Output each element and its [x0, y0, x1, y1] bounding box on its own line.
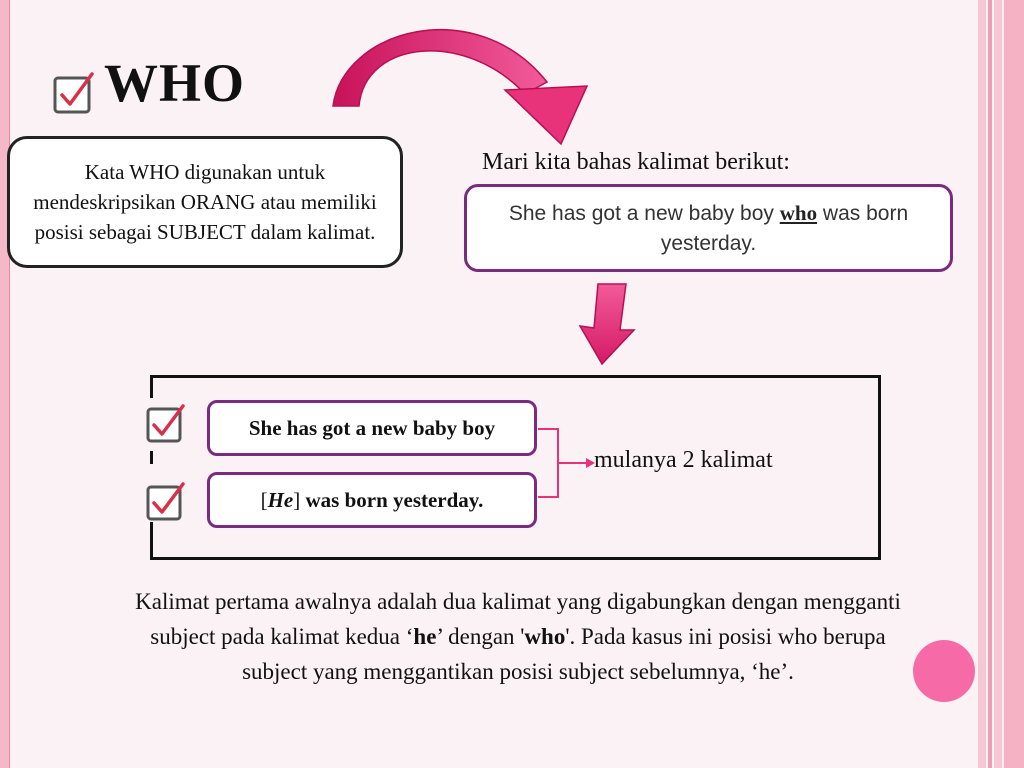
who-highlight: who — [779, 200, 818, 225]
example-after: was born yesterday. — [660, 201, 909, 255]
frame-edge — [150, 522, 153, 560]
explanation-who: who — [524, 624, 566, 649]
slide-title: WHO — [104, 53, 246, 113]
explanation-paragraph — [118, 584, 918, 689]
example-sentence-box — [464, 184, 953, 272]
definition-text: Kata WHO digunakan untuk mendeskripsikan ORANG atau memiliki posisi sebagai SUBJECT dalam kalimat. — [33, 160, 377, 244]
definition-box — [7, 136, 403, 268]
frame-edge — [150, 451, 153, 464]
lead-text: Mari kita bahas kalimat berikut: — [482, 149, 790, 175]
bracket-arrow-icon — [536, 427, 596, 499]
right-border-stripe — [994, 0, 1002, 768]
sentence-one-box — [207, 400, 537, 456]
checkbox-check-icon — [145, 480, 189, 524]
checkbox-check-icon — [145, 402, 189, 446]
explanation-part1: Kalimat pertama awalnya adalah dua kalimat yang digabungkan dengan mengganti subject pada kalimat kedua ‘ — [135, 589, 901, 649]
right-border-stripe — [978, 0, 986, 768]
decorative-dot — [913, 640, 975, 702]
explanation-he: he — [413, 624, 437, 649]
bracket-close: ] — [293, 487, 301, 512]
origin-label: mulanya 2 kalimat — [594, 447, 773, 473]
frame-edge — [150, 375, 153, 398]
sentence-one: She has got a new baby boy — [248, 415, 496, 440]
bracket-open: [ — [260, 487, 268, 512]
sentence-two-box — [207, 472, 537, 528]
pronoun-he: He — [267, 487, 294, 512]
right-border-stripe — [1004, 0, 1024, 768]
right-border-stripe — [988, 0, 992, 768]
down-arrow-icon — [578, 282, 636, 366]
sentence-two-rest: was born yesterday. — [300, 487, 484, 512]
left-border-decoration — [0, 0, 10, 768]
sentence-two — [261, 488, 484, 513]
curved-arrow-icon — [325, 10, 595, 150]
checkbox-check-icon — [52, 70, 98, 116]
explanation-part2: ’ dengan ' — [436, 624, 525, 649]
explanation-part3: '. Pada kasus ini posisi who berupa subject yang menggantikan posisi subject sebelumnya, ‘he’. — [242, 624, 886, 684]
example-sentence — [487, 198, 930, 259]
example-before: She has got a new baby boy — [508, 201, 780, 225]
